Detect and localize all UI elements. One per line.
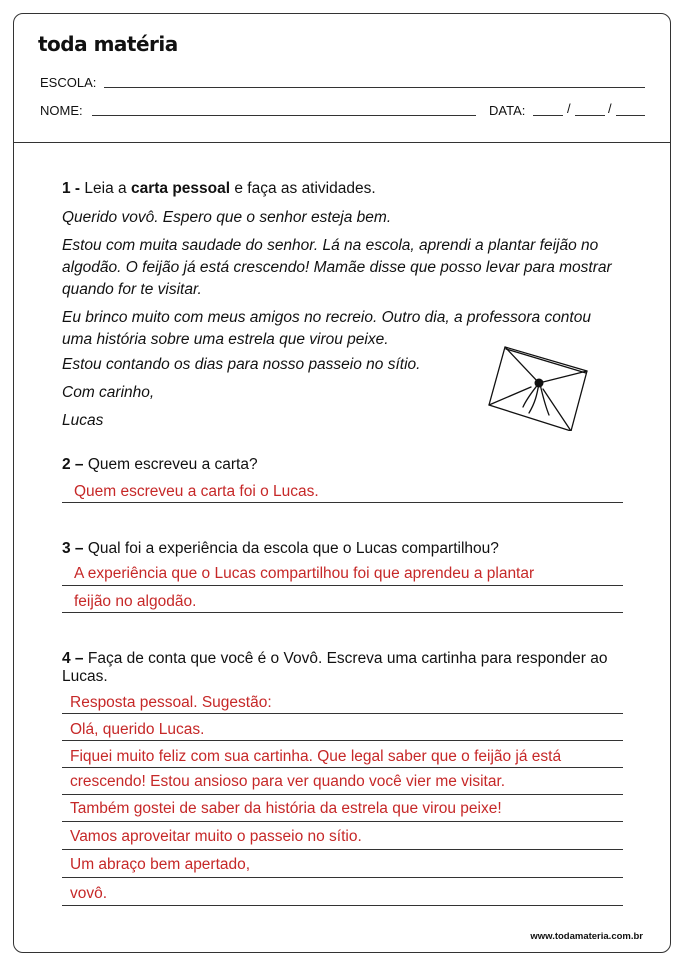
answer-text[interactable]: Vamos aproveitar muito o passeio no sítio. <box>70 828 362 845</box>
question-number: 2 – <box>62 456 84 473</box>
answer-line <box>62 740 623 741</box>
question-number: 1 - <box>62 180 81 197</box>
question-2 <box>62 456 258 474</box>
name-label: NOME: <box>40 103 83 118</box>
letter-line: Querido vovô. Espero que o senhor esteja bem. <box>62 209 392 226</box>
answer-line <box>62 794 623 795</box>
answer-text[interactable]: Quem escreveu a carta foi o Lucas. <box>74 483 319 500</box>
answer-line <box>62 502 623 503</box>
letter-line: Estou contando os dias para nosso passeio no sítio. <box>62 356 421 373</box>
letter-paragraph: Eu brinco muito com meus amigos no recreio. Outro dia, a professora contou uma história sobre uma estrela que virou peixe. <box>62 309 591 348</box>
logo: toda matéria <box>38 32 178 56</box>
answer-line <box>62 713 623 714</box>
answer-text[interactable]: Fiquei muito feliz com sua cartinha. Que legal saber que o feijão já está <box>70 748 562 765</box>
date-day-field[interactable] <box>533 115 563 116</box>
answer-text[interactable]: Resposta pessoal. Sugestão: <box>70 694 272 711</box>
answer-text[interactable]: Também gostei de saber da história da estrela que virou peixe! <box>70 800 502 817</box>
question-number: 4 – <box>62 650 84 667</box>
question-text: e faça as atividades. <box>234 180 376 197</box>
letter-closing: Com carinho, <box>62 384 155 401</box>
question-4 <box>62 650 632 686</box>
answer-text[interactable]: crescendo! Estou ansioso para ver quando você vier me visitar. <box>70 773 506 790</box>
question-text: Qual foi a experiência da escola que o Lucas compartilhou? <box>87 540 499 557</box>
answer-line <box>62 585 623 586</box>
answer-line <box>62 877 623 878</box>
answer-text[interactable]: feijão no algodão. <box>74 593 197 610</box>
question-1 <box>62 180 376 198</box>
date-month-field[interactable] <box>575 115 605 116</box>
date-label: DATA: <box>489 103 526 118</box>
answer-text[interactable]: Um abraço bem apertado, <box>70 856 251 873</box>
answer-text[interactable]: A experiência que o Lucas compartilhou foi que aprendeu a plantar <box>74 565 535 582</box>
answer-line <box>62 905 623 906</box>
school-label: ESCOLA: <box>40 75 97 90</box>
name-field[interactable] <box>92 115 476 116</box>
envelope-icon <box>487 343 589 431</box>
footer-website[interactable]: www.todamateria.com.br <box>530 931 643 942</box>
question-number: 3 – <box>62 540 84 557</box>
answer-line <box>62 821 623 822</box>
question-keyword: carta pessoal <box>130 180 231 197</box>
date-slash: / <box>567 101 571 116</box>
date-slash: / <box>608 101 612 116</box>
letter-signature: Lucas <box>62 412 104 429</box>
header-separator <box>13 142 671 143</box>
school-field[interactable] <box>104 87 645 88</box>
date-year-field[interactable] <box>616 115 645 116</box>
answer-text[interactable]: Olá, querido Lucas. <box>70 721 205 738</box>
answer-line <box>62 612 623 613</box>
answer-text[interactable]: vovô. <box>70 885 108 902</box>
question-3 <box>62 540 499 558</box>
answer-line <box>62 767 623 768</box>
answer-line <box>62 849 623 850</box>
question-text: Faça de conta que você é o Vovô. Escreva uma cartinha para responder ao Lucas. <box>62 650 608 685</box>
letter-paragraph: Estou com muita saudade do senhor. Lá na escola, aprendi a plantar feijão no algodão. O feijão já está crescendo! Mamãe disse que posso levar para mostrar quando for te visitar. <box>62 237 612 298</box>
question-text: Leia a <box>84 180 127 197</box>
question-text: Quem escreveu a carta? <box>87 456 258 473</box>
